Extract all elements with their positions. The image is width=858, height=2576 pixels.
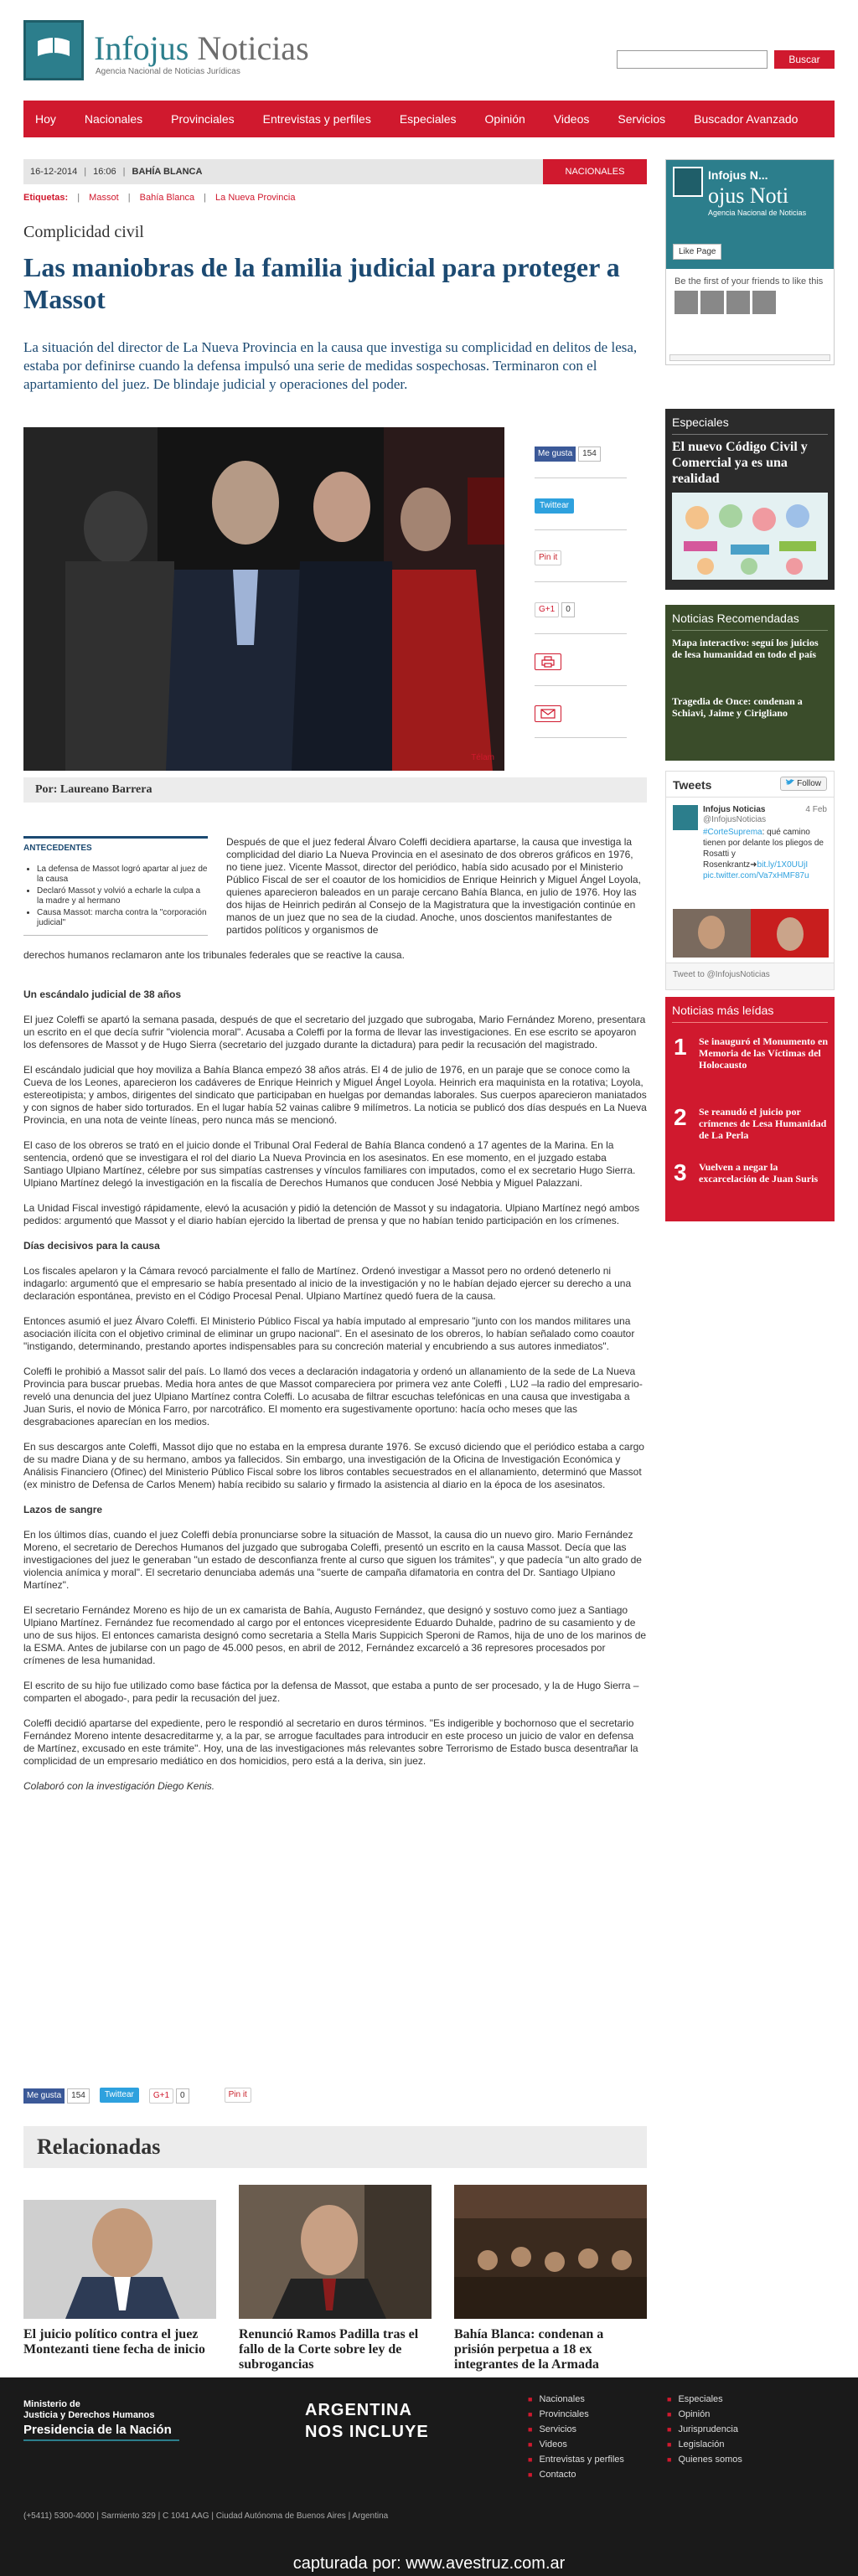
article-time: 16:06: [93, 167, 116, 177]
footer-link[interactable]: [528, 2455, 624, 2465]
footer-link[interactable]: [528, 2409, 624, 2419]
mas-leidas-label: Noticias más leídas: [672, 1004, 774, 1017]
related-photo-3: [454, 2185, 647, 2319]
search-input[interactable]: [617, 50, 768, 69]
tweets-divider: [666, 797, 834, 798]
body-paragraph: Los fiscales apelaron y la Cámara revocó parcialmente el fallo de Martínez. Ordenó investigar a Massot pero no ordenó detenerlo ni indagarlo: argumentó que el empresario se había presentado al inicio de la investigación y no le habían dejado ejercer su derecho a una declaración espontánea, previsto en el Código Procesal Penal. Ulpiano Martínez quedó fuera de la causa.: [23, 1265, 632, 1302]
nav-item-entrevistas[interactable]: Entrevistas y perfiles: [262, 112, 371, 126]
article-body: [23, 989, 647, 1805]
bullet-icon: ■: [528, 2440, 533, 2449]
logo-subtitle: Agencia Nacional de Noticias Jurídicas: [96, 67, 240, 76]
facebook-cover[interactable]: [666, 160, 834, 269]
antecedentes-box: [23, 836, 208, 936]
related-title[interactable]: Bahía Blanca: condenan a prisión perpetua a 18 ex integrantes de la Armada: [454, 2327, 604, 2372]
tag-separator: |: [77, 193, 80, 203]
footer-link[interactable]: [528, 2394, 624, 2404]
body-paragraph: El juez Coleffi se apartó la semana pasada, después de que el secretario del juzgado que subrogaba, Mario Fernández Moreno, presentara un escrito en el que decía sufrir "violencia moral". Acusaba a Coleffi por la forma de llevar las investigaciones. En ese escrito se apoyaron los defensores de Massot y de Hugo Sierra (secretario del juzgado durante la dictadura) para pedir la recusación del magistrado.: [23, 1014, 646, 1051]
meta-separator: |: [84, 167, 87, 177]
related-photo-2: [239, 2185, 432, 2319]
nav-item-servicios[interactable]: Servicios: [618, 112, 666, 126]
gplus-button[interactable]: G+1: [535, 602, 559, 617]
body-paragraph: El caso de los obreros se trató en el juicio donde el Tribunal Oral Federal de Bahía Blanca condenó a 17 agentes de la Marina. En la sentencia, ordenó que se investigara el rol del diario La Nueva Provincia en los asesinatos. En ese momento, en el juzgado estaba Santiago Ulpiano Martínez, célebre por sus simpatías castrenses y vínculos familiares con imputados, como el ex secretario Hugo Sierra. Ulpiano Martínez delegó la investigación en la fiscalía de Derechos Humanos que conducen José Nebbia y Miguel Palazzani.: [23, 1139, 636, 1189]
rank-number: 3: [674, 1159, 687, 1185]
photo-credit: Télam: [471, 753, 494, 762]
facebook-page-avatar[interactable]: [673, 167, 703, 197]
tweet-author-name[interactable]: Infojus Noticias: [703, 805, 766, 814]
facebook-like-count: 154: [67, 2088, 90, 2104]
footer-link[interactable]: [667, 2439, 742, 2450]
print-icon: [541, 656, 555, 668]
section-heading: Días decisivos para la causa: [23, 1240, 160, 1252]
tweet-text: [703, 827, 829, 881]
especiales-image[interactable]: [672, 493, 828, 580]
facebook-like-button[interactable]: Me gusta: [23, 2088, 65, 2104]
rank-number: 1: [674, 1034, 687, 1060]
bullet-icon: ■: [528, 2470, 533, 2479]
body-paragraph: Coleffi decidió apartarse del expediente, pero le respondió al secretario en duros términos. "Es indigerible y bochornoso que el secretario Fernández Moreno intente desacreditarme y, a la par, se arrogue facultades para introducir en este proceso un juicio de valor en defensa de Martínez, excusado en este trámite". Hoy, una de las investigaciones más relevantes sobre Terrorismo de Estado busca desentrañar la complicidad de un empresario mediático en dos homicidios, pero está a la deriva, sin juez.: [23, 1717, 638, 1767]
mas-leida-link[interactable]: Se reanudó el juicio por crímenes de Lesa Humanidad de La Perla: [699, 1106, 827, 1141]
share-column: [525, 427, 632, 771]
share-divider: [535, 529, 627, 530]
article-lead: La situación del director de La Nueva Provincia en la causa que investiga su complicidad en delitos de lesa, estaba por definirse cuando la defensa impulsó una serie de medidas sospechosas. Terminaron con el apartamiento del juez. De blindaje judicial y operaciones del poder.: [23, 339, 638, 392]
capture-watermark: capturada por: www.avestruz.com.ar: [0, 2552, 858, 2576]
main-nav: [23, 101, 835, 137]
body-paragraph: El secretario Fernández Moreno es hijo de un ex camarista de Bahía, Augusto Fernández, que designó y sostuvo como juez a Santiago Ulpiano Martínez. Fernández fue recomendado al cargo por el entonces vicepresidente Eduardo Duhalde, padrino de su casamiento y de uno de sus hijos. El entonces camarista designó como secretaria a Stella Maris Suppicich Speroni de Ramos, hija de uno de los marinos de la ESMA. Antes de jubilarse con un pago de 45.000 pesos, en abril de 2012, Fernández excarceló a 36 represores procesados por crímenes de lesa humanidad.: [23, 1604, 647, 1666]
related-heading: Relacionadas: [23, 2126, 647, 2168]
bullet-icon: ■: [528, 2410, 533, 2419]
recomendadas-label: Noticias Recomendadas: [672, 612, 799, 625]
nav-item-videos[interactable]: Videos: [553, 112, 590, 126]
recomendadas-box: [665, 605, 835, 761]
mas-leidas-box: [665, 997, 835, 1221]
search-button[interactable]: Buscar: [774, 50, 835, 69]
footer-link-label: Videos: [539, 2439, 567, 2450]
share-divider: [535, 581, 627, 582]
tweet-link[interactable]: bit.ly/1X0UUjI: [757, 860, 809, 870]
related-card[interactable]: [454, 2185, 647, 2372]
bullet-icon: ■: [667, 2455, 672, 2464]
body-paragraph: La Unidad Fiscal investigó rápidamente, elevó la acusación y pidió la detención de Massot y su indagatoria. Ulpiano Martínez negó ambos pedidos: argumentó que Massot y el diario habían ejercido la libertad de prensa y que no habían tenido participación en los crímenes.: [23, 1202, 640, 1226]
tweet-body: : qué camino tienen por delante los pliegos de Rosatti y Rosenkrantz➜: [703, 828, 824, 870]
body-paragraph: En sus descargos ante Coleffi, Massot dijo que no estaba en la empresa durante 1976. Se excusó diciendo que el periódico estaba a cargo de su madre Diana y de su hermano, ambos ya fallecidos. Sin embargo, una investigación de la Oficina de Investigación Económica y Análisis Financiero (Ofinec) del Ministerio Público Fiscal sobre los libros contables secuestrados en el allanamiento, determinó que Massot (ex ministro de Defensa de Carlos Menem) había recibido su salario y firmado la asistencia al diario en la época de los asesinatos.: [23, 1441, 644, 1490]
facebook-like-page-button[interactable]: Like Page: [673, 244, 721, 260]
related-card[interactable]: [239, 2185, 432, 2372]
facebook-like-count: 154: [578, 447, 601, 462]
gplus-count: 0: [176, 2088, 189, 2104]
especiales-box: [665, 409, 835, 590]
footer-link-label: Especiales: [678, 2394, 723, 2404]
pinterest-pin-button[interactable]: Pin it: [225, 2088, 251, 2103]
ministerio-line-2: Justicia y Derechos Humanos: [23, 2410, 155, 2420]
share-divider: [535, 685, 627, 686]
twitter-tweet-button[interactable]: Twittear: [535, 498, 574, 514]
tweet-avatar[interactable]: [673, 805, 698, 830]
pinterest-group: [535, 550, 561, 565]
body-paragraph: Coleffi le prohibió a Massot salir del país. Lo llamó dos veces a declaración indagatoria y ordenó un allanamiento de la sede de La Nueva Provincia para buscar pruebas. Media hora antes de que Massot compareciera por primera vez ante Coleffi , LU2 –la radio del empresario- reveló una denuncia del juez Ulpiano Martínez contra Coleffi. Lo acusaba de filtrar escuchas telefónicas en una causa que investigaba a Juan Suris, el novio de Mónica Farro, por narcotráfico. El momento era sugestivamente oportuno: hacía ocho meses que las desgrabaciones aparecían en los medios.: [23, 1365, 643, 1427]
tweets-heading: Tweets: [673, 778, 712, 792]
facebook-faces: [666, 291, 834, 314]
footer-link[interactable]: [667, 2455, 742, 2465]
especiales-label: Especiales: [672, 416, 729, 429]
facebook-cover-title: ojus Noti: [708, 183, 789, 208]
bullet-icon: ■: [667, 2395, 672, 2403]
facebook-like-button[interactable]: Me gusta: [535, 447, 576, 462]
share-divider: [535, 737, 627, 738]
related-title[interactable]: El juicio político contra el juez Montezanti tiene fecha de inicio: [23, 2327, 205, 2357]
twitter-follow-label: Follow: [797, 779, 821, 788]
article-date: 16-12-2014: [30, 167, 78, 177]
gplus-group: [535, 601, 575, 617]
nav-item-nacionales[interactable]: Nacionales: [84, 112, 143, 126]
related-photo-1: [23, 2185, 216, 2319]
presidencia-label: Presidencia de la Nación: [23, 2423, 172, 2437]
rank-number: 2: [674, 1104, 687, 1130]
nav-item-especiales[interactable]: Especiales: [399, 112, 457, 126]
twitter-tweet-button[interactable]: Twittear: [100, 2088, 139, 2103]
tags-label: Etiquetas:: [23, 193, 69, 203]
footer-link-label: Servicios: [539, 2424, 577, 2434]
tweet-date[interactable]: 4 Feb: [805, 805, 827, 814]
antecedentes-link[interactable]: • La defensa de Massot logró apartar al juez de la causa: [37, 865, 208, 885]
body-paragraph: Entonces asumió el juez Álvaro Coleffi. El Ministerio Público Fiscal ya había imputado al empresario "junto con los mandos militares una asociación ilícita con el objetivo criminal de eliminar un grupo nacional". En el asesinato de los obreros, lo habían señalado como coautor "instigando, determinando, prestando aportes indispensables para su concreción material y encubriendo a sus autores inmediatos".: [23, 1315, 635, 1352]
antecedentes-link[interactable]: • Declaró Massot y volvió a echarle la culpa a la madre y al hermano: [37, 886, 208, 906]
tweet-hashtag[interactable]: #CorteSuprema: [703, 828, 762, 837]
friend-avatar[interactable]: [726, 291, 750, 314]
bullet-icon: ■: [667, 2410, 672, 2419]
twitter-follow-button[interactable]: [780, 777, 827, 791]
bullet-icon: ■: [528, 2425, 533, 2434]
related-image[interactable]: [454, 2185, 647, 2319]
infojus-logo[interactable]: [23, 20, 84, 80]
twitter-group: [535, 498, 574, 514]
article-intro: Después de que el juez federal Álvaro Coleffi decidiera apartarse, la causa que investiga la complicidad del diario La Nueva Provincia en el asesinato de dos obreros gráficos en 1976, no tiene juez. Vicente Massot, director del periódico, había sido acusado por el Ministerio Público Fiscal de ser el coautor de los homicidios de Enrique Heinrich y Miguel Ángel Loyola, quienes aparecieron baleados en un paraje cercano Bahía Blanca, en julio de 1976. Hoy las dos hijas de Heinrich pedirán al Consejo de la Magistratura que la investigación continúe en manos de un juez que no sea de la ciudad. Anoche, unos doscientos manifestantes de partidos políticos y organismos de: [226, 836, 641, 936]
email-icon: [540, 709, 556, 719]
related-card[interactable]: [23, 2185, 216, 2357]
twitter-bird-icon: [786, 779, 794, 786]
article-kicker: Complicidad civil: [23, 223, 144, 241]
footer-address: (+5411) 5300-4000 | Sarmiento 329 | C 1041 AAG | Ciudad Autónoma de Buenos Aires | Argentina: [23, 2511, 389, 2521]
footer-link[interactable]: [528, 2439, 624, 2450]
facebook-friends-text: Be the first of your friends to like this: [675, 276, 824, 287]
ministerio-underline: [23, 2439, 179, 2441]
related-image[interactable]: [239, 2185, 432, 2319]
article-headline: Las maniobras de la familia judicial para proteger a Massot: [23, 252, 620, 314]
site-footer: [0, 2377, 858, 2552]
recomendada-link[interactable]: Tragedia de Once: condenan a Schiavi, Jaime y Cirigliano: [672, 695, 803, 719]
twitter-widget: [665, 771, 835, 990]
tag-separator: |: [127, 193, 131, 203]
bullet-icon: ■: [528, 2455, 533, 2464]
ministerio-line-1: Ministerio de: [23, 2399, 80, 2409]
photo-illustration: [23, 427, 504, 771]
facebook-cover-subtitle: Agencia Nacional de Noticias: [708, 209, 807, 217]
footer-link-label: Opinión: [678, 2409, 711, 2419]
tag-link[interactable]: Bahía Blanca: [139, 193, 195, 203]
article-meta-bar: [23, 159, 647, 184]
nav-item-hoy[interactable]: Hoy: [35, 112, 56, 126]
footer-links-col-2: [667, 2394, 742, 2470]
section-heading: Un escándalo judicial de 38 años: [23, 989, 182, 1000]
footer-link-label: Legislación: [678, 2439, 725, 2450]
facebook-like-group: [23, 2088, 90, 2104]
bullet-icon: ■: [667, 2440, 672, 2449]
category-badge[interactable]: NACIONALES: [543, 159, 647, 184]
tags-row: [23, 193, 295, 203]
email-button[interactable]: [535, 705, 561, 722]
tweet-to-button[interactable]: Tweet to @InfojusNoticias: [666, 963, 834, 989]
footer-link[interactable]: [528, 2470, 624, 2480]
print-button[interactable]: [535, 653, 561, 670]
footer-link[interactable]: [528, 2424, 624, 2434]
article-photo: [23, 427, 504, 771]
related-title[interactable]: Renunció Ramos Padilla tras el fallo de la Corte sobre ley de subrogancias: [239, 2327, 419, 2372]
gplus-count: 0: [561, 602, 575, 617]
site-header: [0, 0, 858, 99]
footer-link-label: Nacionales: [539, 2394, 585, 2404]
recomendadas-divider: [672, 630, 828, 631]
article-place: BAHÍA BLANCA: [132, 167, 203, 177]
related-image[interactable]: [23, 2185, 216, 2319]
mas-leida-link[interactable]: Se inauguró el Monumento en Memoria de las Víctimas del Holocausto: [699, 1035, 829, 1071]
nav-item-opinion[interactable]: Opinión: [484, 112, 525, 126]
footer-link[interactable]: [667, 2394, 742, 2404]
friend-avatar[interactable]: [752, 291, 776, 314]
body-paragraph: En los últimos días, cuando el juez Coleffi debía pronunciarse sobre la situación de Massot, la causa dio un nuevo giro. Mario Fernández Moreno, el secretario de Derechos Humanos del juzgado que subrogaba Coleffi, presentó un escrito en la causa Massot. Decía que las investigaciones del juez le generaban "un estado de desconfianza frente al curso que siguen los trámites", y que padecía "un alto grado de violencia anímica y moral". El secretario denunciaba además una "suerte de campaña difamatoria en contra del Dr. Santiago Ulpiano Martínez".: [23, 1529, 642, 1591]
friend-avatar[interactable]: [700, 291, 724, 314]
footer-link-label: Contacto: [539, 2470, 576, 2480]
tweet-pic-link[interactable]: pic.twitter.com/Va7xHMF87u: [703, 871, 809, 880]
antecedentes-link[interactable]: • Causa Massot: marcha contra la "corporación judicial": [37, 908, 208, 928]
footer-link-label: Quienes somos: [678, 2455, 742, 2465]
gplus-group: [149, 2088, 189, 2104]
bottom-share-bar: [23, 2084, 647, 2106]
bullet-icon: ■: [528, 2395, 533, 2403]
footer-links-col-1: [528, 2394, 624, 2485]
body-paragraph: El escándalo judicial que hoy moviliza a Bahía Blanca empezó 38 años atrás. El 4 de julio de 1976, en un paraje que se conoce como la Cueva de los Leones, aparecieron los cadáveres de Enrique Heinrich y Miguel Ángel Loyola. Heinrich era maquinista en la rotativa; Loyola, estereotipista; y ambos, dirigentes del sindicato que participaban en huelgas por demandas laborales. Sus cuerpos aparecieron maniatados y con signos de haber sido torturados. En el lugar había 52 vainas calibre 9 milímetros. La noticia se publicó dos días después en La Nueva Provincia, en una nota de veinte líneas, pero nunca más se mencionó.: [23, 1064, 647, 1126]
footer-link-label: Entrevistas y perfiles: [539, 2455, 624, 2465]
mas-leidas-divider: [672, 1022, 828, 1023]
friend-avatar[interactable]: [675, 291, 698, 314]
mas-leida-link[interactable]: Vuelven a negar la excarcelación de Juan Suris: [699, 1161, 819, 1185]
especiales-title[interactable]: El nuevo Código Civil y Comercial ya es una realidad: [672, 440, 808, 486]
tweet-media[interactable]: [673, 909, 829, 958]
nav-item-provinciales[interactable]: Provinciales: [171, 112, 235, 126]
ministerio-logo[interactable]: [23, 2399, 155, 2421]
footer-link[interactable]: [667, 2424, 742, 2434]
tag-separator: |: [204, 193, 206, 203]
pinterest-pin-button[interactable]: Pin it: [535, 550, 561, 565]
tag-link[interactable]: Massot: [89, 193, 119, 203]
footer-link[interactable]: [667, 2409, 742, 2419]
facebook-page-widget: [665, 159, 835, 365]
collaboration-credit: Colaboró con la investigación Diego Kenis.: [23, 1780, 215, 1792]
meta-separator: |: [122, 167, 126, 177]
facebook-page-name[interactable]: Infojus N...: [708, 168, 768, 182]
argentina-logo-line-1: ARGENTINA: [305, 2401, 412, 2419]
recomendada-link[interactable]: Mapa interactivo: seguí los juicios de lesa humanidad en todo el país: [672, 637, 819, 660]
antecedentes-divider: [23, 935, 208, 936]
article-intro-continued: derechos humanos reclamaron ante los tribunales federales que se reactive la causa.: [23, 949, 405, 961]
gplus-button[interactable]: G+1: [149, 2088, 173, 2104]
facebook-like-group: [535, 446, 601, 462]
nav-item-buscador[interactable]: Buscador Avanzado: [694, 112, 799, 126]
bullet-icon: ■: [667, 2425, 672, 2434]
share-divider: [535, 633, 627, 634]
argentina-logo-line-2: NOS INCLUYE: [305, 2423, 429, 2441]
tweet-author-handle[interactable]: @InfojusNoticias: [703, 815, 767, 824]
antecedentes-list: [37, 865, 208, 928]
article-byline: Por: Laureano Barrera: [23, 777, 647, 803]
especiales-divider: [672, 434, 828, 435]
tag-link[interactable]: La Nueva Provincia: [215, 193, 296, 203]
antecedentes-title: ANTECEDENTES: [23, 844, 92, 853]
widget-scrollbar[interactable]: [669, 354, 830, 361]
tweet-media-photo: [673, 909, 829, 958]
especiales-illustration: [672, 493, 828, 580]
book-icon: [36, 34, 71, 59]
footer-link-label: Jurisprudencia: [678, 2424, 738, 2434]
footer-link-label: Provinciales: [539, 2409, 589, 2419]
section-heading: Lazos de sangre: [23, 1504, 103, 1515]
body-paragraph: El escrito de su hijo fue utilizado como base fáctica por la defensa de Massot, que estaba a punto de ser procesado, y la de Hugo Sierra –comparten el abogado-, para pedir la recusación del juez.: [23, 1680, 639, 1704]
logo-title[interactable]: Infojus Noticias: [94, 29, 309, 67]
